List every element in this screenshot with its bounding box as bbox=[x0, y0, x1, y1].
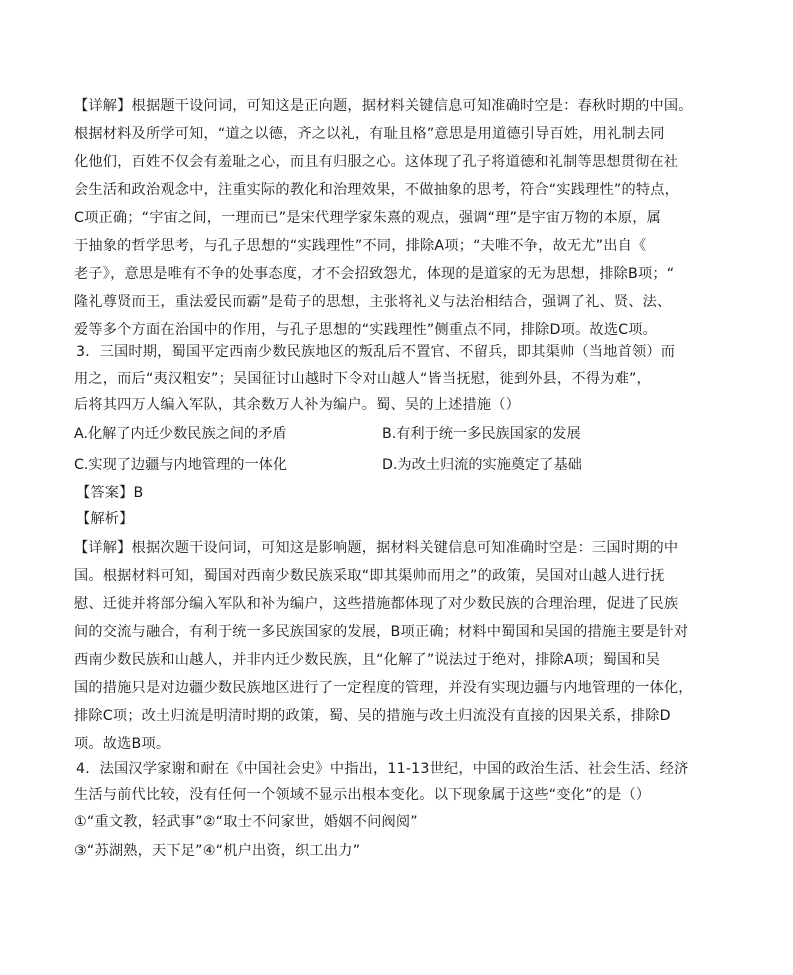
q2-detail-line-7: 老子》，意思是唯有不争的处事态度，才不会招致怨尤，体现的是道家的无为思想，排除B项；“ bbox=[74, 266, 675, 282]
q3-option-b: B.有利于统一多民族国家的发展 bbox=[382, 426, 581, 442]
q3-stem-line-2: 用之，而后“夷汉粗安”；吴国征讨山越时下令对山越人“皆当抚慰，徙到外县，不得为难”， bbox=[74, 371, 651, 387]
q4-item-line-1: ①“重文教，轻武事”②“取士不问家世，婚姻不问阀阅” bbox=[74, 814, 418, 830]
q2-detail-line-6: 于抽象的哲学思考，与孔子思想的“实践理性”不同，排除A项；“夫唯不争，故无尤”出自《 bbox=[74, 238, 647, 254]
q2-detail-line-8: 隆礼尊贤而王，重法爱民而霸”是荀子的思想，主张将礼义与法治相结合，强调了礼、贤、法、 bbox=[74, 294, 672, 310]
q4-item-line-2: ③“苏湖熟，天下足”④“机户出资，织工出力” bbox=[74, 843, 361, 859]
q3-detail-line-2: 国。根据材料可知，蜀国对西南少数民族采取“即其渠帅而用之”的政策，吴国对山越人进行抚 bbox=[74, 568, 665, 584]
q3-detail-line-8: 项。故选B项。 bbox=[74, 736, 171, 752]
q2-detail-line-4: 会生活和政治观念中，注重实际的教化和治理效果，不做抽象的思考，符合“实践理性”的特点， bbox=[74, 182, 679, 198]
q3-detail-line-1: 【详解】根据次题干设问词，可知这是影响题，据材料关键信息可知准确时空是：三国时期的中 bbox=[74, 540, 679, 556]
q2-detail-line-9: 爱等多个方面在治国中的作用，与孔子思想的“实践理性”侧重点不同，排除D项。故选C项。 bbox=[74, 322, 658, 338]
q3-answer: 【答案】B bbox=[76, 485, 144, 501]
q3-analysis-label: 【解析】 bbox=[76, 511, 134, 527]
q2-detail-line-1: 【详解】根据题干设问词，可知这是正向题，据材料关键信息可知准确时空是：春秋时期的中国。 bbox=[74, 98, 693, 114]
q3-stem-line-3: 后将其四万人编入军队，其余数万人补为编户。蜀、吴的上述措施（） bbox=[74, 397, 521, 413]
q2-detail-line-2: 根据材料及所学可知，“道之以德，齐之以礼，有耻且格”意思是用道德引导百姓，用礼制去同 bbox=[74, 126, 665, 142]
q4-stem-line-1: 4．法国汉学家谢和耐在《中国社会史》中指出，11-13世纪，中国的政治生活、社会生活、经济 bbox=[76, 761, 689, 777]
q3-detail-line-7: 排除C项；改土归流是明清时期的政策，蜀、吴的措施与改土归流没有直接的因果关系，排除D bbox=[74, 708, 671, 724]
q3-detail-line-4: 间的交流与融合，有利于统一多民族国家的发展，B项正确；材料中蜀国和吴国的措施主要是针对 bbox=[74, 624, 689, 640]
q3-detail-line-5: 西南少数民族和山越人，并非内迁少数民族，且“化解了”说法过于绝对，排除A项；蜀国和吴 bbox=[74, 652, 661, 668]
q3-detail-line-6: 国的措施只是对边疆少数民族地区进行了一定程度的管理，并没有实现边疆与内地管理的一体化， bbox=[74, 680, 693, 696]
q4-stem-line-2: 生活与前代比较，没有任何一个领域不显示出根本变化。以下现象属于这些“变化”的是（） bbox=[74, 787, 651, 803]
q3-option-d: D.为改土归流的实施奠定了基础 bbox=[382, 457, 582, 473]
q2-detail-line-3: 化他们，百姓不仅会有羞耻之心，而且有归服之心。这体现了孔子将道德和礼制等思想贯彻在社 bbox=[74, 154, 679, 170]
q3-stem-line-1: 3．三国时期，蜀国平定西南少数民族地区的叛乱后不置官、不留兵，即其渠帅（当地首领）而 bbox=[76, 344, 676, 360]
q3-detail-line-3: 慰、迁徙并将部分编入军队和补为编户，这些措施都体现了对少数民族的合理治理，促进了民族 bbox=[74, 596, 679, 612]
q3-option-c: C.实现了边疆与内地管理的一体化 bbox=[74, 457, 288, 473]
q2-detail-line-5: C项正确；“宇宙之间，一理而已”是宋代理学家朱熹的观点，强调“理”是宇宙万物的本原，属 bbox=[74, 210, 662, 226]
q3-option-a: A.化解了内迁少数民族之间的矛盾 bbox=[74, 426, 287, 442]
